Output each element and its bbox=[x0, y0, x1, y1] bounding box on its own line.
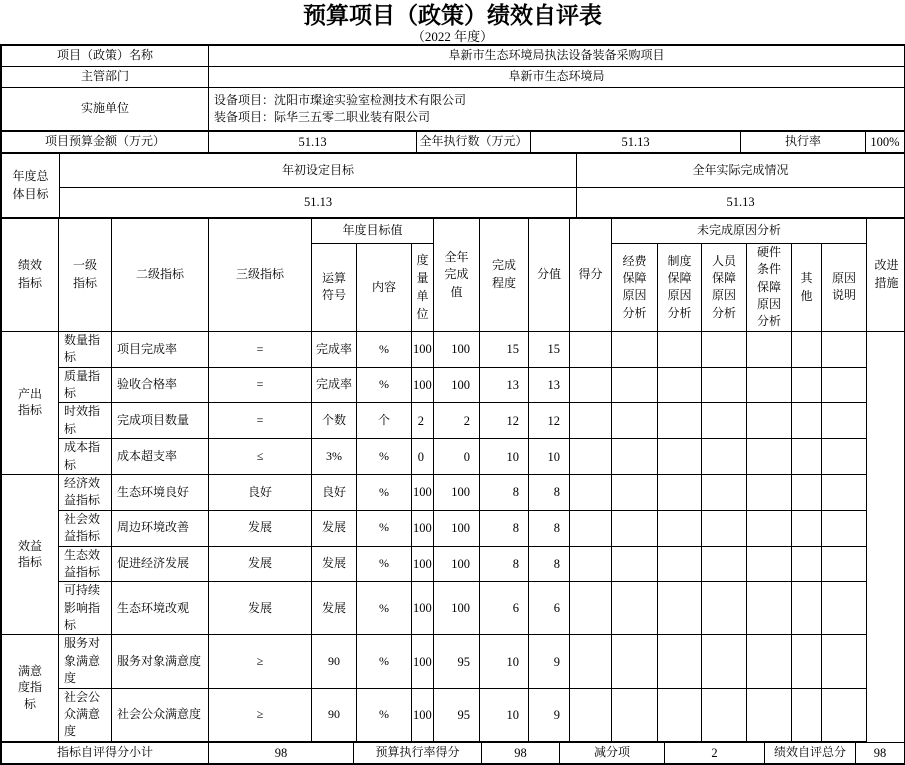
indicator-row bbox=[2, 635, 905, 688]
empty-cell bbox=[702, 510, 747, 546]
operator-value: 发展 bbox=[209, 510, 312, 546]
empty-cell bbox=[612, 582, 658, 635]
level3-indicator: 验收合格率 bbox=[112, 367, 209, 403]
empty-cell bbox=[792, 510, 822, 546]
annual-done-value: 100 bbox=[412, 331, 434, 367]
operator-value: = bbox=[209, 331, 312, 367]
empty-cell bbox=[612, 635, 658, 688]
impl-unit-label: 实施单位 bbox=[2, 87, 209, 130]
empty-cell bbox=[702, 367, 747, 403]
empty-cell bbox=[658, 546, 702, 582]
indicator-row bbox=[2, 331, 905, 367]
content-value: 发展 bbox=[312, 510, 357, 546]
annual-done-value: 100 bbox=[412, 688, 434, 741]
empty-cell bbox=[612, 439, 658, 475]
indicator-row bbox=[2, 510, 905, 546]
indicator-row bbox=[2, 439, 905, 475]
annual-done-value: 0 bbox=[412, 439, 434, 475]
exec-rate-label: 执行率 bbox=[741, 131, 866, 152]
operator-value: 发展 bbox=[209, 546, 312, 582]
table-row bbox=[2, 742, 905, 763]
got-value: 9 bbox=[529, 635, 570, 688]
empty-cell bbox=[658, 510, 702, 546]
subtotal-label: 指标自评得分小计 bbox=[2, 742, 209, 763]
empty-cell bbox=[612, 546, 658, 582]
degree-value: 100 bbox=[434, 582, 480, 635]
total-label: 绩效自评总分 bbox=[765, 742, 856, 763]
empty-cell bbox=[747, 474, 792, 510]
got-value: 13 bbox=[529, 367, 570, 403]
level3-indicator: 成本超支率 bbox=[112, 439, 209, 475]
empty-cell bbox=[822, 582, 867, 635]
got-value: 10 bbox=[529, 439, 570, 475]
empty-cell bbox=[822, 439, 867, 475]
header-annual-target: 年度目标值 bbox=[312, 218, 434, 243]
got-value: 6 bbox=[529, 582, 570, 635]
annual-done-value: 100 bbox=[412, 546, 434, 582]
empty-cell bbox=[822, 367, 867, 403]
table-row bbox=[2, 66, 905, 87]
unit-value: % bbox=[357, 474, 412, 510]
empty-cell bbox=[570, 367, 612, 403]
unit-value: % bbox=[357, 331, 412, 367]
impl-line-2: 装备项目：际华三五零二职业装有限公司 bbox=[214, 109, 903, 126]
empty-cell bbox=[570, 635, 612, 688]
level2-indicator: 经济效益指标 bbox=[59, 474, 112, 510]
empty-cell bbox=[612, 510, 658, 546]
budget-value: 51.13 bbox=[209, 131, 417, 152]
score-value: 10 bbox=[480, 635, 529, 688]
header-reason: 原因说明 bbox=[822, 243, 867, 331]
operator-value: 良好 bbox=[209, 474, 312, 510]
impl-unit-value bbox=[209, 87, 905, 130]
operator-value: ≤ bbox=[209, 439, 312, 475]
performance-section-label: 绩效指标 bbox=[2, 218, 59, 331]
project-name-label: 项目（政策）名称 bbox=[2, 45, 209, 66]
score-value: 8 bbox=[480, 474, 529, 510]
degree-value: 100 bbox=[434, 367, 480, 403]
table-row bbox=[2, 87, 905, 130]
level2-indicator: 质量指标 bbox=[59, 367, 112, 403]
header-improve: 改进措施 bbox=[867, 218, 905, 331]
indicator-row bbox=[2, 546, 905, 582]
indicator-row bbox=[2, 688, 905, 741]
unit-value: % bbox=[357, 510, 412, 546]
table-row bbox=[2, 45, 905, 66]
indicator-row bbox=[2, 582, 905, 635]
empty-cell bbox=[658, 688, 702, 741]
annual-done-value: 100 bbox=[412, 582, 434, 635]
empty-cell bbox=[822, 688, 867, 741]
header-level2: 二级指标 bbox=[112, 218, 209, 331]
empty-cell bbox=[822, 546, 867, 582]
total-value: 98 bbox=[856, 742, 905, 763]
exec-rate-value: 100% bbox=[866, 131, 905, 152]
empty-cell bbox=[702, 688, 747, 741]
level3-indicator: 项目完成率 bbox=[112, 331, 209, 367]
header-score: 分值 bbox=[529, 218, 570, 331]
level3-indicator: 服务对象满意度 bbox=[112, 635, 209, 688]
content-value: 90 bbox=[312, 688, 357, 741]
exec-score-value: 98 bbox=[482, 742, 560, 763]
operator-value: ≥ bbox=[209, 635, 312, 688]
table-row bbox=[2, 187, 905, 217]
content-value: 良好 bbox=[312, 474, 357, 510]
degree-value: 2 bbox=[434, 403, 480, 439]
header-degree: 完成程度 bbox=[480, 218, 529, 331]
exec-score-label: 预算执行率得分 bbox=[354, 742, 482, 763]
score-value: 12 bbox=[480, 403, 529, 439]
annual-done-value: 100 bbox=[412, 367, 434, 403]
empty-cell bbox=[702, 331, 747, 367]
indicator-tbody bbox=[2, 331, 905, 741]
got-value: 8 bbox=[529, 474, 570, 510]
header-system: 制度保障原因分析 bbox=[658, 243, 702, 331]
empty-cell bbox=[570, 510, 612, 546]
score-value: 10 bbox=[480, 688, 529, 741]
subtotal-value: 98 bbox=[209, 742, 354, 763]
content-value: 3% bbox=[312, 439, 357, 475]
empty-cell bbox=[612, 367, 658, 403]
content-value: 个数 bbox=[312, 403, 357, 439]
table-row bbox=[2, 131, 905, 152]
empty-cell bbox=[570, 403, 612, 439]
level3-indicator: 社会公众满意度 bbox=[112, 688, 209, 741]
indicator-table bbox=[1, 218, 905, 742]
annual-goal-label: 年度总体目标 bbox=[2, 153, 60, 217]
deduction-value: 2 bbox=[665, 742, 765, 763]
indicator-row bbox=[2, 403, 905, 439]
operator-value: ≥ bbox=[209, 688, 312, 741]
got-value: 8 bbox=[529, 546, 570, 582]
empty-cell bbox=[747, 510, 792, 546]
empty-cell bbox=[747, 635, 792, 688]
budget-row-table bbox=[1, 131, 905, 153]
empty-cell bbox=[658, 403, 702, 439]
annual-goal-table bbox=[1, 153, 905, 218]
score-value: 15 bbox=[480, 331, 529, 367]
got-value: 8 bbox=[529, 510, 570, 546]
dept-value: 阜新市生态环境局 bbox=[209, 66, 905, 87]
project-name-value: 阜新市生态环境局执法设备装备采购项目 bbox=[209, 45, 905, 66]
empty-cell bbox=[570, 546, 612, 582]
score-value: 10 bbox=[480, 439, 529, 475]
score-value: 8 bbox=[480, 510, 529, 546]
empty-cell bbox=[570, 688, 612, 741]
content-value: 发展 bbox=[312, 582, 357, 635]
level3-indicator: 生态环境良好 bbox=[112, 474, 209, 510]
empty-cell bbox=[658, 474, 702, 510]
goal-set-label: 年初设定目标 bbox=[60, 153, 577, 187]
header-level1: 一级指标 bbox=[59, 218, 112, 331]
header-annual-done: 全年完成值 bbox=[434, 218, 480, 331]
level3-indicator: 促进经济发展 bbox=[112, 546, 209, 582]
unit-value: % bbox=[357, 367, 412, 403]
deduction-label: 减分项 bbox=[560, 742, 665, 763]
operator-value: = bbox=[209, 403, 312, 439]
annual-done-value: 100 bbox=[412, 635, 434, 688]
empty-cell bbox=[792, 688, 822, 741]
empty-cell bbox=[658, 367, 702, 403]
operator-value: = bbox=[209, 367, 312, 403]
page-subtitle: （2022 年度） bbox=[0, 30, 905, 44]
empty-cell bbox=[702, 474, 747, 510]
level3-indicator: 生态环境改观 bbox=[112, 582, 209, 635]
level2-indicator: 数量指标 bbox=[59, 331, 112, 367]
empty-cell bbox=[747, 546, 792, 582]
exec-amount-value: 51.13 bbox=[531, 131, 741, 152]
empty-cell bbox=[570, 582, 612, 635]
unit-value: % bbox=[357, 439, 412, 475]
empty-cell bbox=[570, 331, 612, 367]
level2-indicator: 社会公众满意度 bbox=[59, 688, 112, 741]
content-value: 完成率 bbox=[312, 331, 357, 367]
level2-indicator: 时效指标 bbox=[59, 403, 112, 439]
got-value: 15 bbox=[529, 331, 570, 367]
unit-value: % bbox=[357, 635, 412, 688]
degree-value: 0 bbox=[434, 439, 480, 475]
header-hardware: 硬件条件保障原因分析 bbox=[747, 243, 792, 331]
score-value: 6 bbox=[480, 582, 529, 635]
empty-cell bbox=[747, 688, 792, 741]
header-other: 其他 bbox=[792, 243, 822, 331]
empty-cell bbox=[658, 331, 702, 367]
content-value: 发展 bbox=[312, 546, 357, 582]
budget-label: 项目预算金额（万元） bbox=[2, 131, 209, 152]
dept-label: 主管部门 bbox=[2, 66, 209, 87]
empty-cell bbox=[612, 331, 658, 367]
empty-cell bbox=[747, 403, 792, 439]
header-unit: 度量单位 bbox=[412, 243, 434, 331]
header-level3: 三级指标 bbox=[209, 218, 312, 331]
indicator-row bbox=[2, 474, 905, 510]
unit-value: % bbox=[357, 582, 412, 635]
empty-cell bbox=[792, 546, 822, 582]
summary-table bbox=[1, 742, 905, 764]
annual-done-value: 2 bbox=[412, 403, 434, 439]
level1-indicator-group: 效益指标 bbox=[2, 474, 59, 635]
unit-value: % bbox=[357, 688, 412, 741]
got-value: 12 bbox=[529, 403, 570, 439]
annual-done-value: 100 bbox=[412, 510, 434, 546]
level1-indicator-group: 产出指标 bbox=[2, 331, 59, 474]
empty-cell bbox=[702, 439, 747, 475]
empty-cell bbox=[792, 439, 822, 475]
degree-value: 95 bbox=[434, 635, 480, 688]
empty-cell bbox=[702, 546, 747, 582]
indicator-row bbox=[2, 367, 905, 403]
header-got: 得分 bbox=[570, 218, 612, 331]
empty-cell bbox=[612, 688, 658, 741]
empty-cell bbox=[702, 403, 747, 439]
empty-cell bbox=[747, 331, 792, 367]
degree-value: 100 bbox=[434, 331, 480, 367]
degree-value: 95 bbox=[434, 688, 480, 741]
empty-cell bbox=[702, 635, 747, 688]
page-title: 预算项目（政策）绩效自评表 bbox=[0, 0, 905, 30]
level2-indicator: 生态效益指标 bbox=[59, 546, 112, 582]
empty-cell bbox=[792, 367, 822, 403]
level2-indicator: 可持续影响指标 bbox=[59, 582, 112, 635]
header-fund: 经费保障原因分析 bbox=[612, 243, 658, 331]
unit-value: % bbox=[357, 546, 412, 582]
got-value: 9 bbox=[529, 688, 570, 741]
empty-cell bbox=[822, 474, 867, 510]
content-value: 90 bbox=[312, 635, 357, 688]
operator-value: 发展 bbox=[209, 582, 312, 635]
empty-cell bbox=[822, 403, 867, 439]
empty-cell bbox=[747, 582, 792, 635]
level2-indicator: 社会效益指标 bbox=[59, 510, 112, 546]
degree-value: 100 bbox=[434, 510, 480, 546]
empty-cell bbox=[792, 635, 822, 688]
score-value: 8 bbox=[480, 546, 529, 582]
empty-cell bbox=[792, 582, 822, 635]
header-row bbox=[2, 218, 905, 243]
empty-cell bbox=[612, 403, 658, 439]
annual-done-value: 100 bbox=[412, 474, 434, 510]
header-operator: 运算符号 bbox=[312, 243, 357, 331]
degree-value: 100 bbox=[434, 546, 480, 582]
empty-cell bbox=[822, 635, 867, 688]
empty-cell bbox=[658, 635, 702, 688]
score-value: 13 bbox=[480, 367, 529, 403]
impl-line-1: 设备项目：沈阳市璨途实验室检测技术有限公司 bbox=[214, 92, 903, 109]
self-evaluation-table bbox=[0, 44, 905, 765]
empty-cell bbox=[747, 439, 792, 475]
empty-cell bbox=[747, 367, 792, 403]
header-content: 内容 bbox=[357, 243, 412, 331]
level3-indicator: 周边环境改善 bbox=[112, 510, 209, 546]
empty-cell bbox=[570, 474, 612, 510]
empty-cell bbox=[658, 582, 702, 635]
empty-cell bbox=[792, 403, 822, 439]
goal-actual-value: 51.13 bbox=[577, 187, 905, 217]
unit-value: 个 bbox=[357, 403, 412, 439]
level2-indicator: 成本指标 bbox=[59, 439, 112, 475]
exec-amount-label: 全年执行数（万元） bbox=[417, 131, 531, 152]
empty-cell bbox=[822, 331, 867, 367]
empty-cell bbox=[612, 474, 658, 510]
goal-set-value: 51.13 bbox=[60, 187, 577, 217]
header-incomplete-analysis: 未完成原因分析 bbox=[612, 218, 867, 243]
empty-cell bbox=[822, 510, 867, 546]
level3-indicator: 完成项目数量 bbox=[112, 403, 209, 439]
empty-cell bbox=[658, 439, 702, 475]
goal-actual-label: 全年实际完成情况 bbox=[577, 153, 905, 187]
level1-indicator-group: 满意度指标 bbox=[2, 635, 59, 741]
project-info-table bbox=[1, 45, 905, 131]
header-personnel: 人员保障原因分析 bbox=[702, 243, 747, 331]
table-row bbox=[2, 153, 905, 187]
empty-cell bbox=[570, 439, 612, 475]
level2-indicator: 服务对象满意度 bbox=[59, 635, 112, 688]
empty-cell bbox=[702, 582, 747, 635]
empty-cell bbox=[792, 474, 822, 510]
empty-cell bbox=[792, 331, 822, 367]
content-value: 完成率 bbox=[312, 367, 357, 403]
degree-value: 100 bbox=[434, 474, 480, 510]
